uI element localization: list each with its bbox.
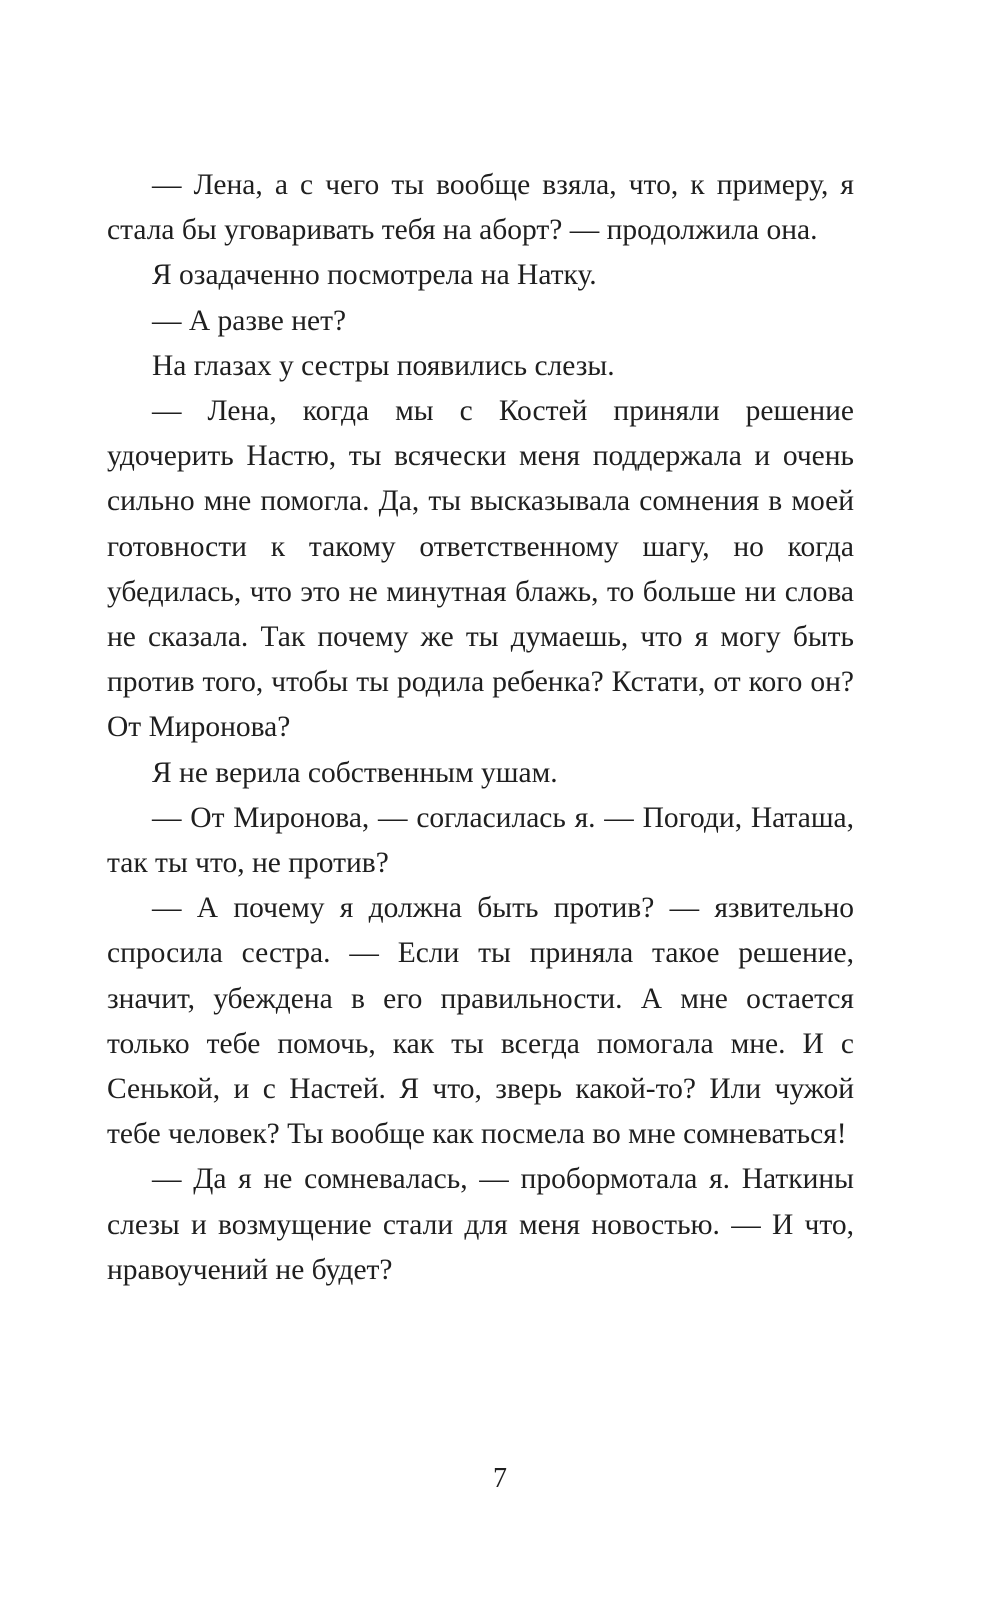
paragraph: — От Миронова, — согласилась я. — Погоди, Наташа, так ты что, не против? [107,801,854,880]
paragraph: — А почему я должна быть против? — язвительно спросила сестра. — Если ты приняла такое решение, значит, убеждена в его правильности. А мне остается только тебе помочь, как ты всегда помогала мне. И с Сенькой, и с Настей. Я что, зверь какой-то? Или чужой тебе человек? Ты вообще как посмела во мне сомневаться! [107,892,854,1151]
paragraph: Я не верила собственным ушам. [152,756,558,789]
paragraph: — Лена, а с чего ты вообще взяла, что, к примеру, я стала бы уговаривать тебя на аборт? — продолжила она. [107,169,854,247]
paragraph: — А разве нет? [152,304,347,337]
paragraph: Я озадаченно посмотрела на Натку. [152,259,597,292]
paragraph: На глазах у сестры появились слезы. [152,349,615,382]
paragraph: — Да я не сомневалась, — пробормотала я. Наткины слезы и возмущение стали для меня новостью. — И что, нравоучений не будет? [107,1163,854,1286]
page-body [107,163,854,1293]
page-number: 7 [493,1463,507,1494]
paragraph: — Лена, когда мы с Костей приняли решение удочерить Настю, ты всячески меня поддержала и очень сильно мне помогла. Да, ты высказывала сомнения в моей готовности к такому ответственному шагу, но когда убедилась, что это не минутная блажь, то больше ни слова не сказала. Так почему же ты думаешь, что я могу быть против того, чтобы ты родила ребенка? Кстати, от кого он? От Миронова? [107,395,854,744]
